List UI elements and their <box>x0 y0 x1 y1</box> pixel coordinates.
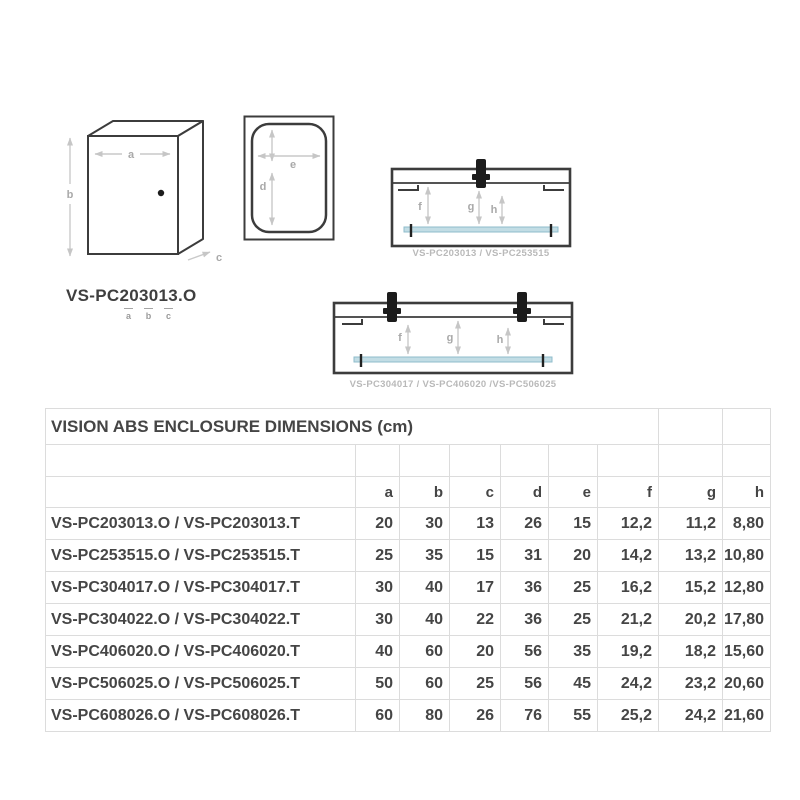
table-row <box>46 572 771 604</box>
dimensions-table <box>45 408 771 732</box>
axis-letter-c: c <box>162 311 175 321</box>
table-row <box>46 668 771 700</box>
box-right-face <box>178 121 203 254</box>
column-header-e: e <box>549 477 598 508</box>
dim-value-g: 24,2 <box>659 700 723 732</box>
title-row-spacer <box>659 409 723 445</box>
dim-value-h: 8,80 <box>723 508 771 540</box>
spacer-row <box>46 445 771 477</box>
dim-label-f: f <box>418 201 422 213</box>
column-header-a: a <box>356 477 400 508</box>
model-names: VS-PC608026.O / VS-PC608026.T <box>46 700 356 732</box>
dim-value-a: 30 <box>356 572 400 604</box>
dim-label-g: g <box>446 332 454 344</box>
dim-label-f: f <box>398 332 402 344</box>
dim-arrow-c <box>188 252 210 260</box>
dim-label-a: a <box>127 149 135 161</box>
dim-value-b: 40 <box>400 572 450 604</box>
lid-inner-edge <box>252 124 326 232</box>
model-names: VS-PC304022.O / VS-PC304022.T <box>46 604 356 636</box>
cross-section-large-diagram <box>330 290 576 382</box>
axis-letter-b: b <box>142 311 155 321</box>
dim-value-b: 30 <box>400 508 450 540</box>
model-names: VS-PC203013.O / VS-PC203013.T <box>46 508 356 540</box>
model-names: VS-PC506025.O / VS-PC506025.T <box>46 668 356 700</box>
dim-value-c: 22 <box>450 604 501 636</box>
dim-value-a: 60 <box>356 700 400 732</box>
column-header-c: c <box>450 477 501 508</box>
dim-value-h: 20,60 <box>723 668 771 700</box>
dim-value-c: 26 <box>450 700 501 732</box>
column-header-row <box>46 477 771 508</box>
model-names: VS-PC304017.O / VS-PC304017.T <box>46 572 356 604</box>
dim-value-c: 15 <box>450 540 501 572</box>
dim-value-a: 20 <box>356 508 400 540</box>
table-row <box>46 508 771 540</box>
dim-value-g: 23,2 <box>659 668 723 700</box>
dim-value-a: 40 <box>356 636 400 668</box>
model-label: VS-PC203013.O <box>66 286 197 305</box>
dim-value-d: 56 <box>501 668 549 700</box>
dim-label-e: e <box>289 159 297 171</box>
mounting-plate <box>404 227 558 232</box>
iso-box-diagram <box>58 108 236 276</box>
dim-value-b: 40 <box>400 604 450 636</box>
dim-value-a: 30 <box>356 604 400 636</box>
dim-value-f: 21,2 <box>598 604 659 636</box>
dim-value-d: 26 <box>501 508 549 540</box>
table-row <box>46 636 771 668</box>
dim-value-b: 80 <box>400 700 450 732</box>
dim-value-e: 25 <box>549 604 598 636</box>
axis-letters <box>122 311 175 321</box>
dim-value-f: 16,2 <box>598 572 659 604</box>
dim-value-f: 12,2 <box>598 508 659 540</box>
mounting-plate <box>354 357 552 362</box>
dim-value-c: 20 <box>450 636 501 668</box>
dim-value-h: 10,80 <box>723 540 771 572</box>
dim-value-e: 25 <box>549 572 598 604</box>
dim-value-d: 36 <box>501 572 549 604</box>
dim-value-d: 76 <box>501 700 549 732</box>
column-header-g: g <box>659 477 723 508</box>
dim-value-d: 31 <box>501 540 549 572</box>
column-header-blank <box>46 477 356 508</box>
dim-value-g: 11,2 <box>659 508 723 540</box>
dim-value-f: 19,2 <box>598 636 659 668</box>
dim-value-a: 50 <box>356 668 400 700</box>
dim-value-g: 18,2 <box>659 636 723 668</box>
cross-section-small-caption: VS-PC203013 / VS-PC253515 <box>412 248 550 259</box>
column-header-d: d <box>501 477 549 508</box>
dim-label-h: h <box>496 334 504 346</box>
dim-label-b: b <box>66 189 74 201</box>
dim-value-b: 35 <box>400 540 450 572</box>
dim-value-g: 13,2 <box>659 540 723 572</box>
axis-letter-a: a <box>122 311 135 321</box>
dim-value-f: 14,2 <box>598 540 659 572</box>
door-knob <box>158 190 164 196</box>
dim-value-e: 35 <box>549 636 598 668</box>
column-header-b: b <box>400 477 450 508</box>
cross-section-small-diagram <box>388 158 574 254</box>
title-row-spacer <box>723 409 771 445</box>
dim-value-g: 20,2 <box>659 604 723 636</box>
table-row <box>46 604 771 636</box>
lid-top-view-diagram <box>243 115 335 241</box>
column-header-f: f <box>598 477 659 508</box>
dim-value-h: 12,80 <box>723 572 771 604</box>
dim-value-e: 20 <box>549 540 598 572</box>
dim-value-c: 13 <box>450 508 501 540</box>
dim-value-d: 56 <box>501 636 549 668</box>
dim-value-e: 45 <box>549 668 598 700</box>
dim-label-d: d <box>259 181 267 193</box>
table-title-row <box>46 409 771 445</box>
dim-value-h: 21,60 <box>723 700 771 732</box>
dim-label-g: g <box>467 201 475 213</box>
dim-value-g: 15,2 <box>659 572 723 604</box>
table-title: VISION ABS ENCLOSURE DIMENSIONS (cm) <box>46 409 659 445</box>
dim-value-a: 25 <box>356 540 400 572</box>
cross-section-large-caption: VS-PC304017 / VS-PC406020 /VS-PC506025 <box>349 379 557 390</box>
dim-value-c: 17 <box>450 572 501 604</box>
dim-value-e: 55 <box>549 700 598 732</box>
dim-value-c: 25 <box>450 668 501 700</box>
dim-label-c: c <box>215 252 223 264</box>
dim-value-f: 24,2 <box>598 668 659 700</box>
table-row <box>46 700 771 732</box>
dim-value-f: 25,2 <box>598 700 659 732</box>
dim-value-e: 15 <box>549 508 598 540</box>
dim-value-h: 15,60 <box>723 636 771 668</box>
column-header-h: h <box>723 477 771 508</box>
dim-value-b: 60 <box>400 636 450 668</box>
dim-value-h: 17,80 <box>723 604 771 636</box>
dim-value-d: 36 <box>501 604 549 636</box>
model-names: VS-PC253515.O / VS-PC253515.T <box>46 540 356 572</box>
table-row <box>46 540 771 572</box>
dim-value-b: 60 <box>400 668 450 700</box>
dim-label-h: h <box>490 204 498 216</box>
model-names: VS-PC406020.O / VS-PC406020.T <box>46 636 356 668</box>
